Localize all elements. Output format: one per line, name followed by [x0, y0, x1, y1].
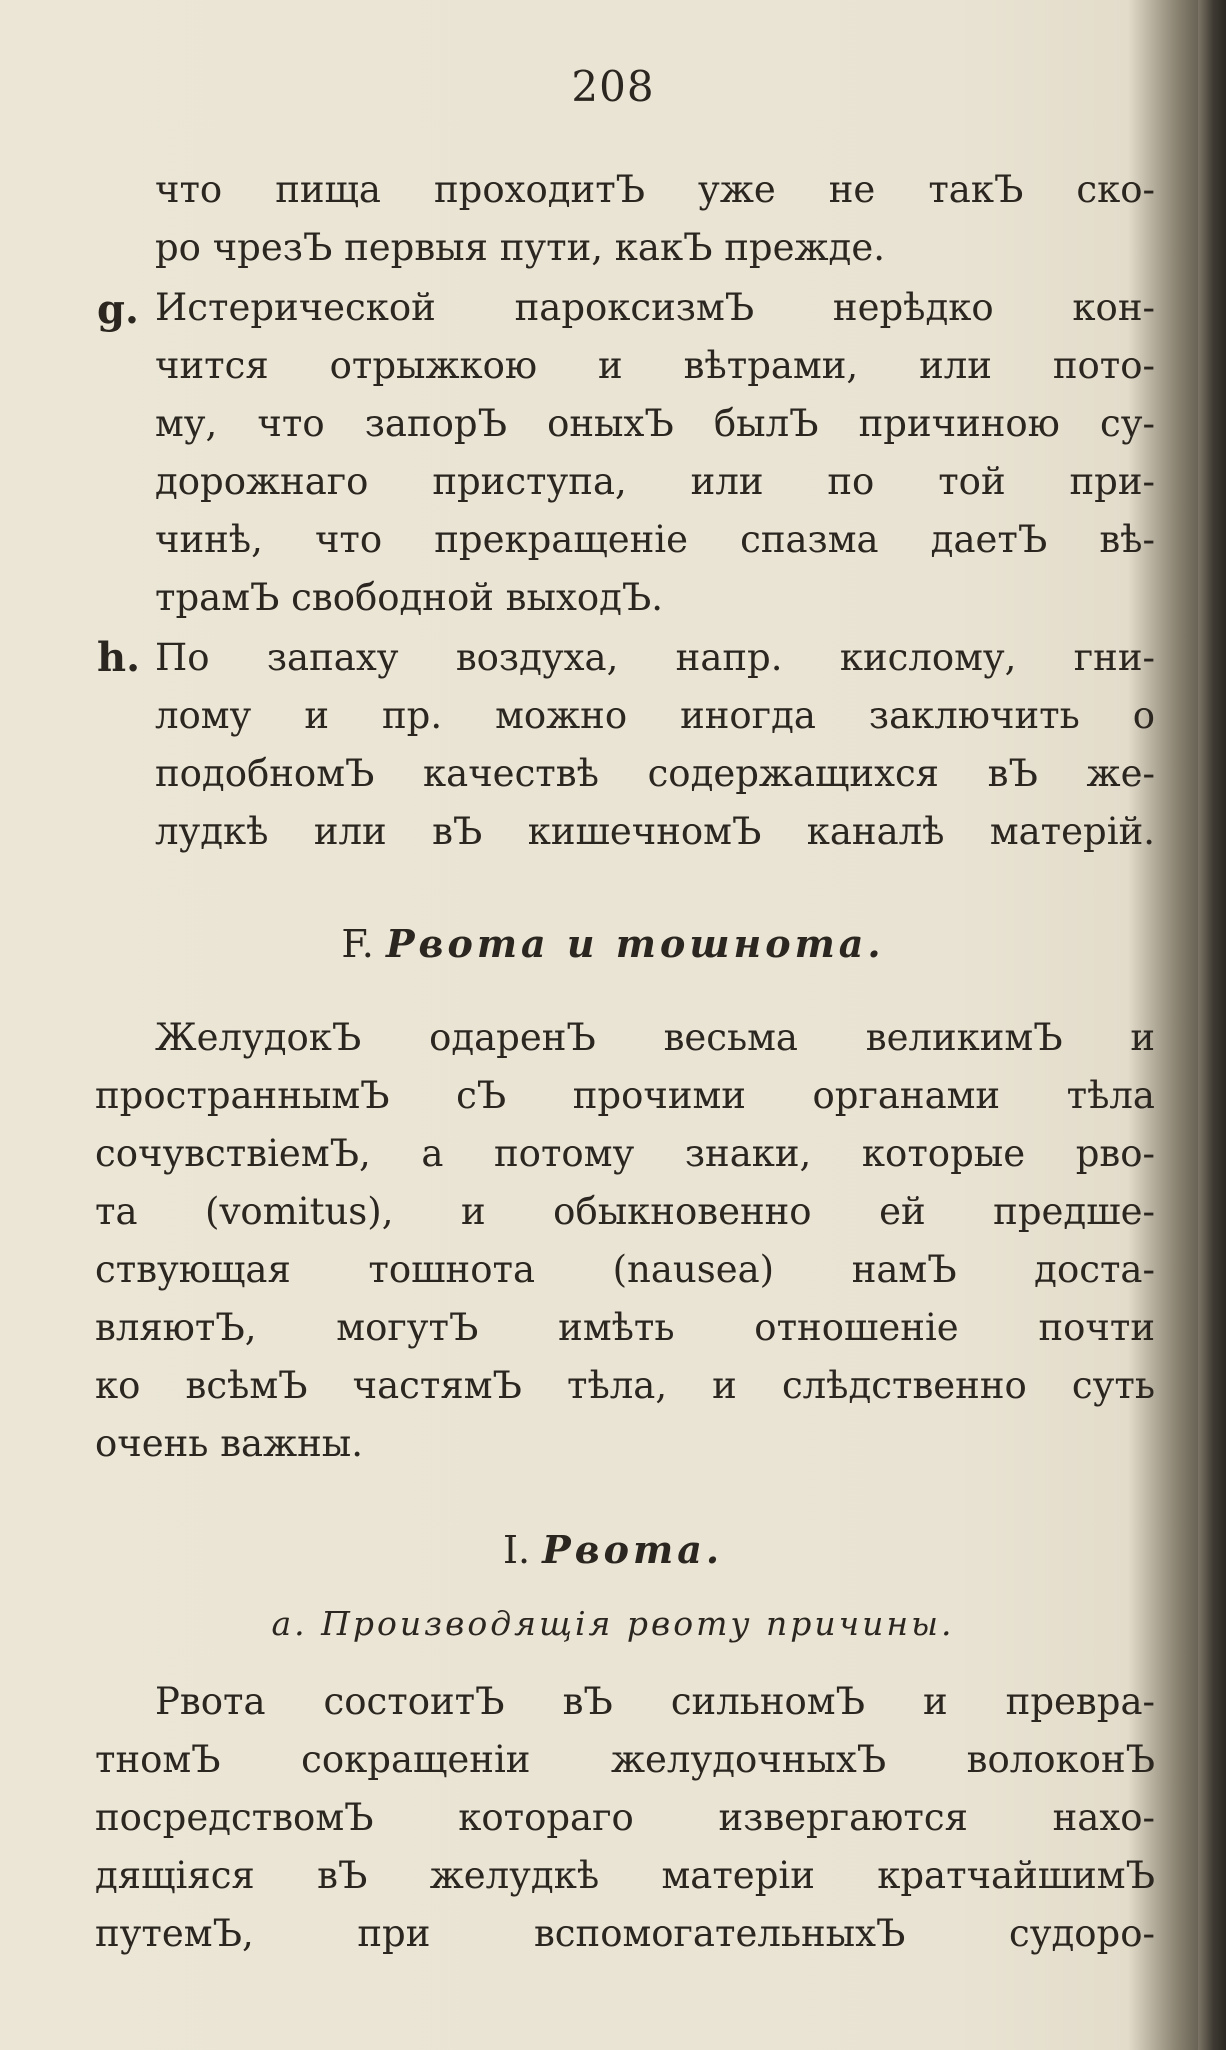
subsection-heading-a: a. Производящія рвоту причины. — [271, 1604, 955, 1643]
section-heading-1 — [0, 1528, 1226, 1572]
text-line: пространнымЪ сЪ прочими органами тѣла — [95, 1074, 1155, 1117]
text-line: сочувствіемЪ, а потому знаки, которые рво- — [95, 1132, 1155, 1175]
section-heading-f — [0, 922, 1226, 966]
item-marker-g: g. — [97, 286, 139, 333]
text-line: чится отрыжкою и вѣтрами, или пото- — [155, 344, 1155, 387]
item-marker-h: h. — [97, 634, 141, 681]
text-line: вляютЪ, могутЪ имѣть отношеніе почти — [95, 1306, 1155, 1349]
section-letter: I. — [502, 1528, 531, 1572]
text-line: посредствомЪ котораго извергаются нахо- — [95, 1796, 1155, 1839]
section-title: Рвота и тошнота. — [385, 921, 885, 966]
text-line: дорожнаго приступа, или по той при- — [155, 460, 1155, 503]
text-line: чинѣ, что прекращеніе спазма даетЪ вѣ- — [155, 518, 1155, 561]
text-line: очень важны. — [95, 1422, 363, 1465]
text-line: Истерической пароксизмЪ нерѣдко кон- — [155, 286, 1155, 329]
text-line: та (vomitus), и обыкновенно ей предше- — [95, 1190, 1155, 1233]
section-title: Рвота. — [542, 1527, 724, 1572]
page-edge-shadow — [1198, 0, 1226, 2050]
text-line: тномЪ сокращеніи желудочныхЪ волоконЪ — [95, 1738, 1155, 1781]
text-line: путемЪ, при вспомогательныхЪ судоро- — [95, 1912, 1155, 1955]
text-line: ко всѣмЪ частямЪ тѣла, и слѣдственно суть — [95, 1364, 1155, 1407]
text-line: ро чрезЪ первыя пути, какЪ прежде. — [155, 226, 885, 269]
text-line: ЖелудокЪ одаренЪ весьма великимЪ и — [155, 1016, 1155, 1059]
text-line: му, что запорЪ оныхЪ былЪ причиною су- — [155, 402, 1155, 445]
text-line: подобномЪ качествѣ содержащихся вЪ же- — [155, 752, 1155, 795]
text-line: По запаху воздуха, напр. кислому, гни- — [155, 636, 1155, 679]
text-line: дящіяся вЪ желудкѣ матеріи кратчайшимЪ — [95, 1854, 1155, 1897]
text-line: что пища проходитЪ уже не такЪ ско- — [155, 168, 1155, 211]
section-letter: F. — [341, 922, 374, 966]
text-line: лому и пр. можно иногда заключить о — [155, 694, 1155, 737]
text-line: трамЪ свободной выходЪ. — [155, 576, 664, 619]
text-line: ствующая тошнота (nausea) намЪ доста- — [95, 1248, 1155, 1291]
page-number: 208 — [571, 62, 655, 111]
text-line: лудкѣ или вЪ кишечномЪ каналѣ матерій. — [155, 810, 1155, 853]
text-line: Рвота состоитЪ вЪ сильномЪ и превра- — [155, 1680, 1155, 1723]
